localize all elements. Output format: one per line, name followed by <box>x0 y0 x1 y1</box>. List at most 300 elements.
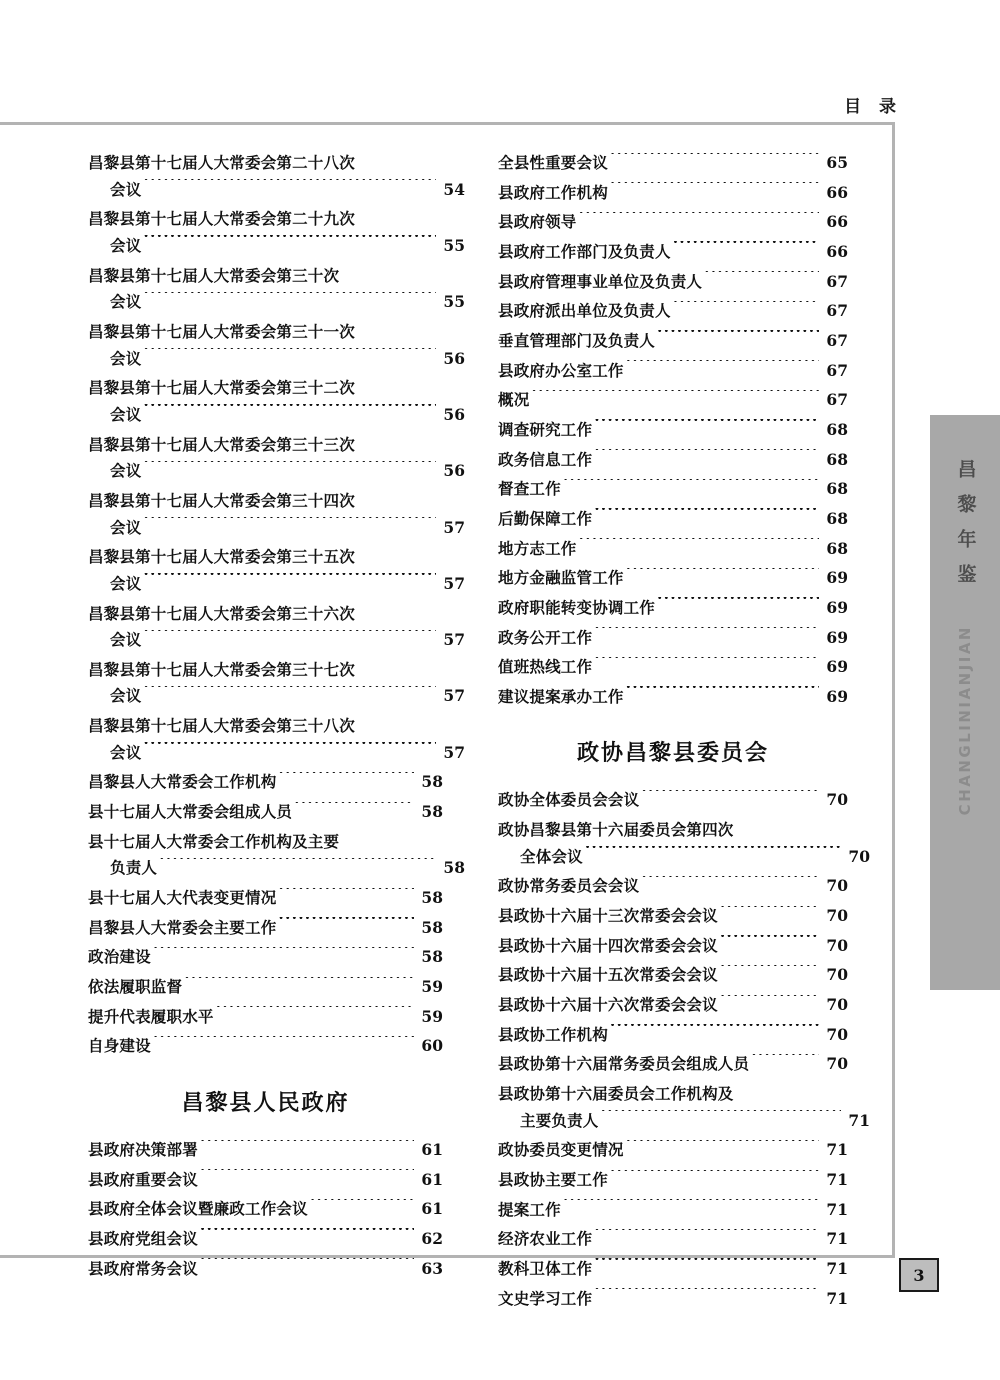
toc-entry-line <box>498 1167 848 1194</box>
toc-entry-line <box>498 1286 848 1313</box>
toc-leader-dots <box>594 508 819 524</box>
toc-entry-line <box>498 933 848 960</box>
toc-leader-dots <box>601 1110 841 1126</box>
page-header-title: 目 录 <box>844 97 902 117</box>
toc-leader-dots <box>216 1006 414 1022</box>
toc-entry-title: 垂直管理部门及负责人 <box>498 330 656 350</box>
side-tab-pinyin-label: CHANGLINIANJIAN <box>955 625 974 816</box>
toc-page-number: 55 <box>443 235 465 255</box>
toc-entry-title: 县政府决策部署 <box>88 1140 198 1159</box>
toc-leader-dots <box>610 182 819 198</box>
toc-entry-title: 会议 <box>110 517 142 537</box>
toc-leader-dots <box>626 686 819 702</box>
toc-entry-title: 县政府工作部门及负责人 <box>498 241 671 261</box>
toc-entry-line <box>88 515 465 542</box>
toc-entry-line <box>498 1226 848 1253</box>
toc-leader-dots <box>143 517 436 533</box>
toc-entry-line <box>498 1256 848 1283</box>
toc-entry[interactable] <box>88 1033 443 1060</box>
toc-entry-line <box>88 233 465 260</box>
toc-entry[interactable] <box>498 565 848 592</box>
toc-page-number: 57 <box>443 573 465 593</box>
toc-leader-dots <box>278 917 414 933</box>
toc-entry-line <box>88 402 465 429</box>
toc-page-number: 71 <box>826 1140 848 1160</box>
toc-leader-dots <box>673 241 819 257</box>
toc-page-number: 56 <box>443 461 465 481</box>
toc-page-number: 57 <box>443 686 465 706</box>
toc-entry-title: 调查研究工作 <box>498 419 593 439</box>
side-tab <box>930 415 1000 990</box>
toc-entry-line <box>498 595 848 622</box>
toc-page-number: 58 <box>421 802 443 822</box>
toc-page-number: 57 <box>443 517 465 537</box>
toc-entry[interactable] <box>88 1137 443 1164</box>
toc-entry-line <box>498 150 848 177</box>
toc-entry-title: 地方金融监管工作 <box>498 568 624 588</box>
toc-entry-title: 政协委员变更情况 <box>498 1140 624 1160</box>
toc-entry[interactable] <box>88 769 443 796</box>
toc-entry[interactable] <box>498 239 848 266</box>
toc-entry-title: 值班热线工作 <box>498 657 593 677</box>
toc-entry-title: 主要负责人 <box>520 1110 599 1130</box>
toc-entry[interactable] <box>498 1226 848 1253</box>
toc-entry[interactable] <box>498 476 848 503</box>
toc-entry[interactable] <box>88 263 465 316</box>
toc-entry-line <box>88 375 443 402</box>
toc-page-number: 69 <box>826 568 848 588</box>
toc-entry[interactable] <box>498 1167 848 1194</box>
toc-entry-line <box>88 263 443 290</box>
toc-page-number: 60 <box>421 1036 443 1056</box>
toc-entry[interactable] <box>498 595 848 622</box>
toc-entry[interactable] <box>88 944 443 971</box>
toc-page-number: 66 <box>826 182 848 202</box>
toc-leader-dots <box>184 977 414 993</box>
toc-entry-title: 县十七届人大代表变更情况 <box>88 888 277 908</box>
toc-entry-title: 县政府派出单位及负责人 <box>498 301 671 321</box>
toc-entry-title: 自身建设 <box>88 1036 151 1056</box>
toc-entry[interactable] <box>88 799 443 826</box>
toc-entry-title: 县十七届人大常委会组成人员 <box>88 802 293 822</box>
toc-leader-dots <box>143 686 436 702</box>
toc-entry-line <box>498 387 848 414</box>
toc-entry-title: 县十七届人大常委会工作机构及主要 <box>88 831 340 851</box>
toc-page-number: 61 <box>421 1140 443 1159</box>
toc-entry-title: 文史学习工作 <box>498 1288 593 1308</box>
toc-page-number: 68 <box>826 419 848 439</box>
toc-entry-title: 会议 <box>110 404 142 424</box>
toc-entry[interactable] <box>498 817 870 870</box>
toc-page-number: 56 <box>443 404 465 424</box>
toc-entry[interactable] <box>88 974 443 1001</box>
toc-page-number: 70 <box>826 1024 848 1044</box>
toc-entry-title: 昌黎县第十七届人大常委会第三十六次 <box>88 603 355 623</box>
toc-entry-line <box>498 358 848 385</box>
toc-page-number: 70 <box>826 935 848 955</box>
toc-page-number: 58 <box>421 772 443 792</box>
toc-page-number: 70 <box>826 876 848 896</box>
toc-entry-title: 县政府重要会议 <box>88 1169 198 1189</box>
toc-entry-title: 依法履职监督 <box>88 977 183 997</box>
toc-entry[interactable] <box>88 319 465 372</box>
toc-entry-line <box>88 289 465 316</box>
toc-entry-title: 县政协第十六届委员会工作机构及 <box>498 1084 734 1104</box>
toc-leader-dots <box>594 1258 819 1274</box>
toc-page-number: 58 <box>421 888 443 908</box>
toc-entry-line <box>498 654 848 681</box>
toc-entry-title: 会议 <box>110 630 142 650</box>
toc-leader-dots <box>143 404 436 420</box>
toc-entry-line <box>498 1022 848 1049</box>
toc-entry-title: 会议 <box>110 292 142 312</box>
toc-leader-dots <box>594 449 819 465</box>
toc-entry[interactable] <box>88 375 465 428</box>
toc-page-number: 71 <box>826 1170 848 1189</box>
toc-page-number: 62 <box>421 1228 443 1248</box>
toc-entry-line <box>498 180 848 207</box>
toc-entry[interactable] <box>88 657 465 710</box>
toc-entry[interactable] <box>88 206 465 259</box>
toc-leader-dots <box>594 419 819 435</box>
toc-leader-dots <box>594 1229 819 1245</box>
toc-leader-dots <box>294 802 414 818</box>
toc-entry-line <box>498 298 848 325</box>
toc-entry[interactable] <box>88 544 465 597</box>
toc-entry-title: 教科卫体工作 <box>498 1258 593 1278</box>
toc-entry-title: 昌黎县第十七届人大常委会第三十八次 <box>88 716 355 736</box>
toc-entry[interactable] <box>88 885 443 912</box>
toc-leader-dots <box>720 935 819 951</box>
toc-page-number: 61 <box>421 1169 443 1189</box>
toc-entry-title: 督查工作 <box>498 479 561 499</box>
toc-entry[interactable] <box>88 150 465 203</box>
toc-page-number: 57 <box>443 630 465 650</box>
toc-entry[interactable] <box>498 328 848 355</box>
toc-entry-title: 县政府办公室工作 <box>498 360 624 380</box>
toc-entry-line <box>498 1108 870 1135</box>
toc-entry-title: 政协常务委员会会议 <box>498 876 640 896</box>
toc-entry-line <box>88 1256 443 1283</box>
toc-entry-line <box>88 944 443 971</box>
page-number-badge: 3 <box>899 1258 939 1292</box>
toc-entry-line <box>498 1081 848 1108</box>
toc-entry-title: 提案工作 <box>498 1199 561 1219</box>
toc-leader-dots <box>579 538 819 554</box>
toc-page-number: 68 <box>826 479 848 499</box>
toc-page-number: 69 <box>826 686 848 706</box>
toc-entry-line <box>498 684 848 711</box>
toc-entry[interactable] <box>498 506 848 533</box>
toc-leader-dots <box>673 301 819 317</box>
toc-leader-dots <box>159 858 436 874</box>
toc-entry-title: 县政府常务会议 <box>88 1258 198 1278</box>
toc-page-number: 71 <box>826 1229 848 1249</box>
toc-leader-dots <box>143 742 436 758</box>
toc-entry[interactable] <box>498 1137 848 1164</box>
toc-page-number: 55 <box>443 292 465 312</box>
toc-leader-dots <box>657 330 819 346</box>
toc-entry-line <box>88 799 443 826</box>
toc-leader-dots <box>579 212 819 228</box>
toc-entry[interactable] <box>498 298 848 325</box>
toc-page-number: 70 <box>826 790 848 810</box>
toc-leader-dots <box>143 292 436 308</box>
toc-entry-line <box>498 1137 848 1164</box>
toc-entry-line <box>88 627 465 654</box>
toc-entry[interactable] <box>498 447 848 474</box>
toc-entry-title: 昌黎县第十七届人大常委会第三十五次 <box>88 547 355 567</box>
toc-entry[interactable] <box>88 1256 443 1283</box>
toc-entry[interactable] <box>88 1004 443 1031</box>
toc-page-number: 70 <box>826 995 848 1015</box>
toc-entry-title: 会议 <box>110 348 142 368</box>
toc-leader-dots <box>143 179 436 195</box>
toc-leader-dots <box>531 390 819 406</box>
toc-entry-line <box>498 1051 848 1078</box>
toc-entry-title: 会议 <box>110 686 142 706</box>
toc-page-number: 58 <box>443 858 465 878</box>
toc-entry[interactable] <box>498 1022 848 1049</box>
toc-page-number: 68 <box>826 538 848 558</box>
toc-page-number: 67 <box>826 271 848 291</box>
toc-page-number: 54 <box>443 179 465 199</box>
toc-leader-dots <box>610 153 819 169</box>
toc-column-right <box>498 150 870 1315</box>
toc-entry-title: 昌黎县第十七届人大常委会第三十次 <box>88 265 340 285</box>
toc-leader-dots <box>610 1024 819 1040</box>
toc-entry-line <box>88 177 465 204</box>
toc-entry[interactable] <box>498 180 848 207</box>
toc-entry-title: 昌黎县第十七届人大常委会第三十七次 <box>88 659 355 679</box>
toc-page-number: 58 <box>421 917 443 937</box>
toc-entry-title: 县政府管理事业单位及负责人 <box>498 271 703 291</box>
toc-entry-title: 县政府全体会议暨廉政工作会议 <box>88 1199 308 1219</box>
toc-entry-title: 县政府党组会议 <box>88 1228 198 1248</box>
toc-page-number: 56 <box>443 348 465 368</box>
toc-entry[interactable] <box>498 787 848 814</box>
toc-entry[interactable] <box>88 432 465 485</box>
toc-entry[interactable] <box>498 1051 848 1078</box>
toc-entry[interactable] <box>88 1196 443 1223</box>
toc-leader-dots <box>153 947 414 963</box>
toc-entry-line <box>88 1226 443 1253</box>
toc-entry-line <box>498 447 848 474</box>
toc-page-number: 67 <box>826 360 848 380</box>
toc-page-number: 68 <box>826 508 848 528</box>
toc-entry-title: 昌黎县第十七届人大常委会第二十八次 <box>88 153 355 172</box>
toc-leader-dots <box>143 461 436 477</box>
toc-entry-line <box>88 885 443 912</box>
toc-leader-dots <box>143 573 436 589</box>
toc-entry-line <box>498 506 848 533</box>
toc-entry[interactable] <box>498 387 848 414</box>
toc-entry[interactable] <box>498 962 848 989</box>
toc-entry-title: 会议 <box>110 742 142 762</box>
toc-leader-dots <box>641 790 819 806</box>
toc-entry-line <box>498 269 848 296</box>
toc-entry-title: 县政府工作机构 <box>498 182 608 202</box>
toc-entry[interactable] <box>88 601 465 654</box>
toc-leader-dots <box>594 627 819 643</box>
toc-entry-title: 政府职能转变协调工作 <box>498 597 656 617</box>
toc-entry-line <box>88 1137 443 1164</box>
toc-entry[interactable] <box>498 992 848 1019</box>
toc-entry-title: 提升代表履职水平 <box>88 1006 214 1026</box>
toc-entry-line <box>88 488 443 515</box>
toc-page-number: 68 <box>826 449 848 469</box>
toc-leader-dots <box>594 1288 819 1304</box>
toc-entry-line <box>88 1167 443 1194</box>
toc-leader-dots <box>143 348 436 364</box>
toc-entry-line <box>498 1197 848 1224</box>
toc-entry-line <box>498 787 848 814</box>
toc-entry-line <box>88 346 465 373</box>
toc-entry-line <box>498 239 848 266</box>
toc-entry-line <box>88 544 443 571</box>
toc-entry-title: 县政协第十六届常务委员会组成人员 <box>498 1054 750 1074</box>
toc-page-number: 58 <box>421 947 443 967</box>
toc-leader-dots <box>720 906 819 922</box>
toc-entry-line <box>88 206 443 233</box>
toc-entry-line <box>498 962 848 989</box>
toc-page-number: 67 <box>826 330 848 350</box>
toc-entry[interactable] <box>498 873 848 900</box>
toc-entry-title: 县政府领导 <box>498 212 577 232</box>
toc-entry[interactable] <box>498 1197 848 1224</box>
toc-entry-line <box>498 903 848 930</box>
toc-entry-title: 全体会议 <box>520 846 583 866</box>
toc-leader-dots <box>200 1140 414 1156</box>
toc-leader-dots <box>626 568 819 584</box>
toc-entry-title: 后勤保障工作 <box>498 508 593 528</box>
toc-entry-line <box>498 536 848 563</box>
toc-leader-dots <box>563 479 819 495</box>
toc-entry[interactable] <box>498 625 848 652</box>
toc-entry-line <box>88 432 443 459</box>
toc-leader-dots <box>563 1199 819 1215</box>
toc-page-number: 70 <box>826 1054 848 1074</box>
toc-entry[interactable] <box>498 536 848 563</box>
toc-entry-line <box>88 150 443 177</box>
toc-entry-line <box>88 740 465 767</box>
toc-page-number: 70 <box>826 965 848 985</box>
toc-entry[interactable] <box>88 915 443 942</box>
toc-leader-dots <box>200 1258 414 1274</box>
toc-leader-dots <box>720 965 819 981</box>
toc-page-number: 66 <box>826 241 848 261</box>
toc-entry-title: 会议 <box>110 461 142 481</box>
toc-entry-title: 县政协十六届十六次常委会会议 <box>498 995 718 1015</box>
toc-leader-dots <box>594 657 819 673</box>
toc-leader-dots <box>720 995 819 1011</box>
toc-leader-dots <box>751 1054 819 1070</box>
toc-entry-line <box>88 1196 443 1223</box>
toc-entry-line <box>498 625 848 652</box>
toc-entry[interactable] <box>498 903 848 930</box>
toc-entry-title: 县政协工作机构 <box>498 1024 608 1044</box>
toc-entry-title: 会议 <box>110 179 142 199</box>
toc-entry-line <box>498 209 848 236</box>
toc-entry-line <box>88 855 465 882</box>
toc-entry-title: 昌黎县第十七届人大常委会第三十四次 <box>88 490 355 510</box>
toc-leader-dots <box>626 360 819 376</box>
toc-entry-line <box>88 601 443 628</box>
toc-entry-title: 县政协主要工作 <box>498 1170 608 1189</box>
toc-entry[interactable] <box>88 713 465 766</box>
toc-entry-title: 政治建设 <box>88 947 151 967</box>
toc-page-number: 65 <box>826 153 848 172</box>
toc-entry-line <box>498 873 848 900</box>
toc-entry-line <box>88 657 443 684</box>
toc-leader-dots <box>704 271 819 287</box>
toc-page-number: 70 <box>826 906 848 926</box>
toc-page-number: 59 <box>421 1006 443 1026</box>
toc-entry[interactable] <box>498 1081 870 1134</box>
toc-page-number: 63 <box>421 1258 443 1278</box>
toc-entry[interactable] <box>498 358 848 385</box>
toc-entry-line <box>88 1004 443 1031</box>
toc-entry-line <box>88 769 443 796</box>
toc-entry[interactable] <box>88 1226 443 1253</box>
toc-leader-dots <box>278 888 414 904</box>
toc-entry-line <box>88 458 465 485</box>
toc-leader-dots <box>200 1228 414 1244</box>
toc-entry-line <box>88 915 443 942</box>
toc-page-number: 70 <box>848 846 870 866</box>
toc-entry[interactable] <box>88 1167 443 1194</box>
toc-leader-dots <box>143 235 436 251</box>
toc-entry-line <box>88 1033 443 1060</box>
toc-entry-title: 政务信息工作 <box>498 449 593 469</box>
toc-entry[interactable] <box>498 417 848 444</box>
toc-page-number: 69 <box>826 657 848 677</box>
toc-page-number: 71 <box>826 1199 848 1219</box>
toc-entry-title: 全县性重要会议 <box>498 153 608 172</box>
toc-entry[interactable] <box>88 829 465 882</box>
toc-entry[interactable] <box>88 488 465 541</box>
toc-entry-line <box>498 328 848 355</box>
toc-entry-title: 政协全体委员会会议 <box>498 790 640 810</box>
toc-leader-dots <box>310 1199 414 1215</box>
toc-entry-title: 县政协十六届十三次常委会会议 <box>498 906 718 926</box>
toc-entry[interactable] <box>498 1256 848 1283</box>
toc-page-number: 67 <box>826 390 848 410</box>
toc-entry[interactable] <box>498 209 848 236</box>
toc-page-number: 61 <box>421 1199 443 1219</box>
toc-entry-line <box>88 974 443 1001</box>
toc-entry[interactable] <box>498 684 848 711</box>
toc-entry-line <box>88 571 465 598</box>
toc-entry[interactable] <box>498 654 848 681</box>
toc-entry-title: 昌黎县第十七届人大常委会第三十二次 <box>88 378 355 398</box>
toc-leader-dots <box>657 597 819 613</box>
toc-entry-title: 昌黎县第十七届人大常委会第三十三次 <box>88 434 355 454</box>
toc-entry[interactable] <box>498 150 848 177</box>
toc-entry[interactable] <box>498 933 848 960</box>
toc-section-heading: 政协昌黎县委员会 <box>576 740 769 767</box>
toc-entry-line <box>498 565 848 592</box>
toc-entry[interactable] <box>498 269 848 296</box>
toc-entry[interactable] <box>498 1286 848 1313</box>
toc-entry-title: 会议 <box>110 573 142 593</box>
toc-page-number: 71 <box>826 1288 848 1308</box>
toc-entry-title: 昌黎县第十七届人大常委会第三十一次 <box>88 321 355 341</box>
toc-leader-dots <box>585 846 841 862</box>
toc-entry-line <box>498 844 870 871</box>
toc-entry-line <box>88 683 465 710</box>
toc-entry-line <box>88 829 443 856</box>
